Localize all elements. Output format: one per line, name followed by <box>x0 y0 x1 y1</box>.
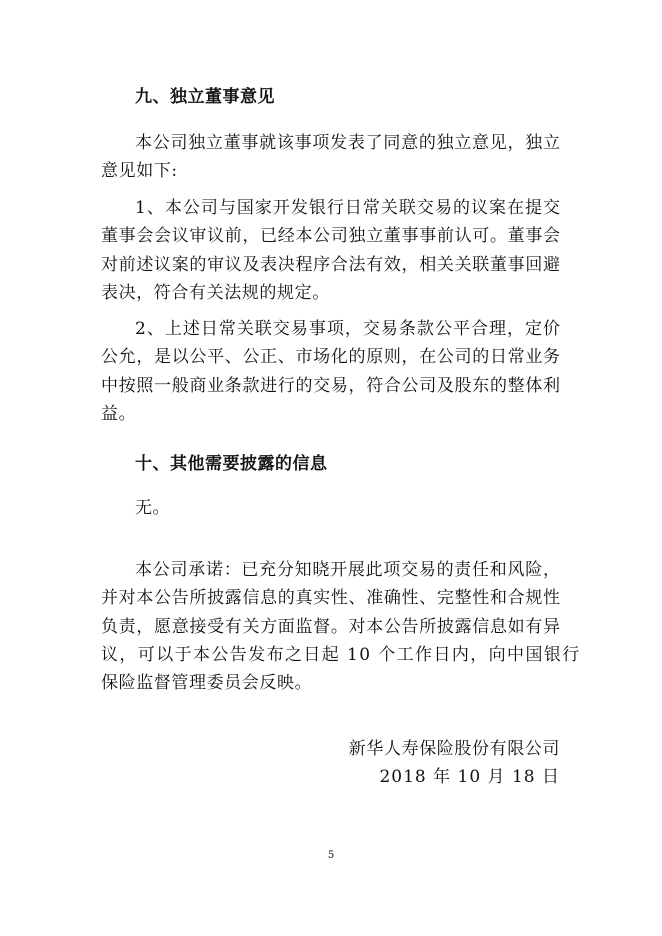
text-line: 1、本公司与国家开发银行日常关联交易的议案在提交 <box>135 198 560 218</box>
section9-intro-paragraph <box>101 129 560 186</box>
text-line: 董事会会议审议前，已经本公司独立董事事前认可。董事会 <box>101 226 560 247</box>
text-line: 本公司承诺：已充分知晓开展此项交易的责任和风险， <box>135 560 560 580</box>
section9-item2-paragraph <box>101 315 560 428</box>
text-line: 本公司独立董事就该事项发表了同意的独立意见，独立 <box>135 133 560 153</box>
signature-date: 2018 年 10 月 18 日 <box>379 767 560 788</box>
text-line: 2、上述日常关联交易事项，交易条款公平合理，定价 <box>135 319 560 339</box>
text-line: 保险监督管理委员会反映。 <box>101 673 313 694</box>
text-line: 意见如下: <box>101 161 178 182</box>
text-line: 无。 <box>135 498 171 518</box>
text-line: 益。 <box>101 403 137 424</box>
heading-text: 九、独立董事意见 <box>135 87 275 107</box>
heading-text: 十、其他需要披露的信息 <box>135 454 328 474</box>
text-line: 负责，愿意接受有关方面监督。对本公告所披露信息如有异 <box>101 616 560 637</box>
company-name: 新华人寿保险股份有限公司 <box>348 739 560 759</box>
text-line: 议，可以于本公告发布之日起 10 个工作日内，向中国银行 <box>101 644 581 665</box>
section9-heading <box>101 83 560 111</box>
page-number: 5 <box>327 850 335 861</box>
section9-item1-paragraph <box>101 194 560 307</box>
section10-heading <box>101 450 560 478</box>
text-line: 中按照一般商业条款进行的交易，符合公司及股东的整体利 <box>101 375 560 396</box>
text-line: 公允，是以公平、公正、市场化的原则，在公司的日常业务 <box>101 347 560 368</box>
text-line: 表决，符合有关法规的规定。 <box>101 282 330 303</box>
commitment-paragraph <box>101 556 581 697</box>
text-line: 对前述议案的审议及表决程序合法有效，相关关联董事回避 <box>101 254 560 275</box>
text-line: 并对本公告所披露信息的真实性、准确性、完整性和合规性 <box>101 588 560 609</box>
section10-body <box>101 494 560 522</box>
signature-block <box>101 735 560 792</box>
